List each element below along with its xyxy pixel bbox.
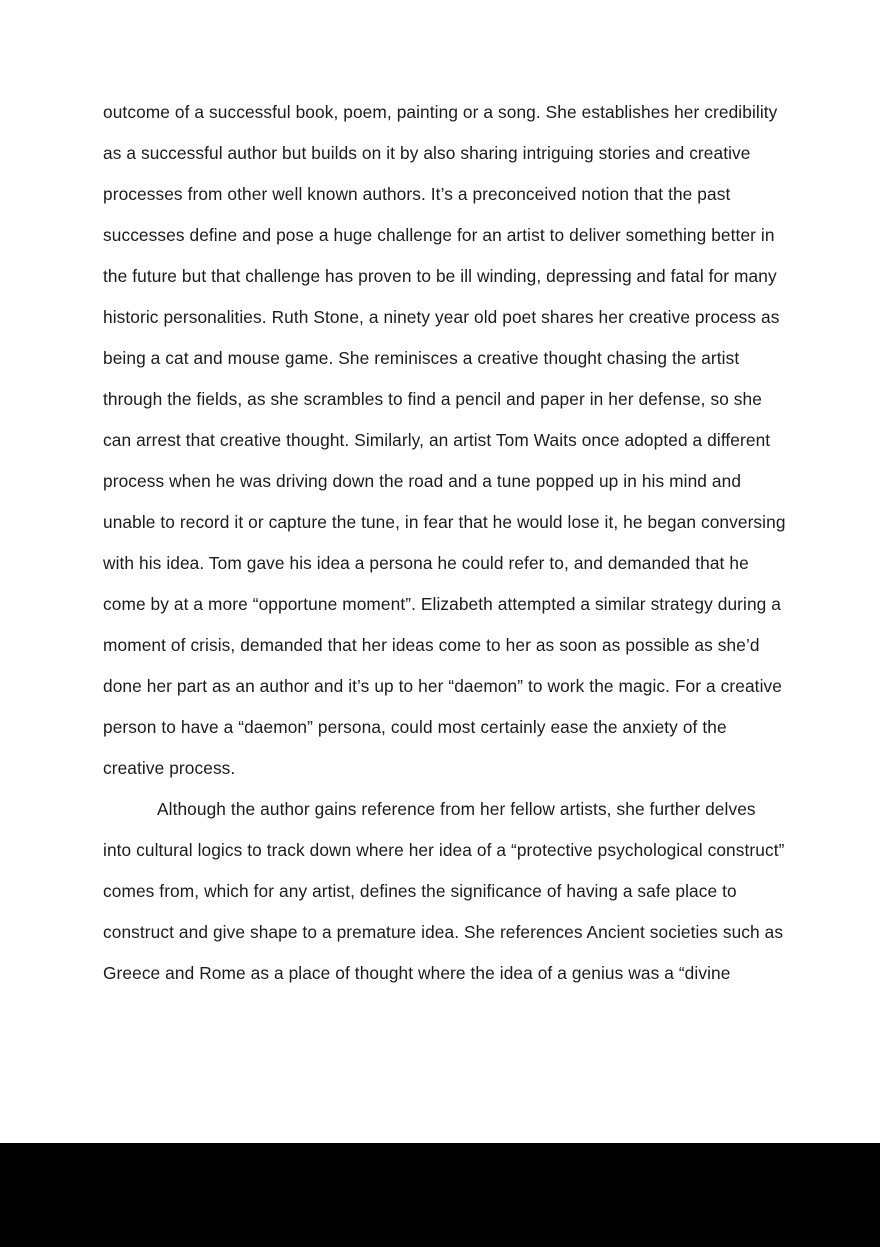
text-line: Greece and Rome as a place of thought where the idea of a genius was a “divine (103, 963, 731, 983)
text-line: outcome of a successful book, poem, painting or a song. She establishes her credibility (103, 102, 778, 122)
text-line: construct and give shape to a premature idea. She references Ancient societies such as (103, 922, 784, 942)
text-line: person to have a “daemon” persona, could most certainly ease the anxiety of the (103, 717, 727, 737)
text-line: moment of crisis, demanded that her ideas come to her as soon as possible as she’d (103, 635, 760, 655)
text-line: historic personalities. Ruth Stone, a ninety year old poet shares her creative process as (103, 307, 780, 327)
text-line: successes define and pose a huge challenge for an artist to deliver something better in (103, 225, 775, 245)
text-line: process when he was driving down the road and a tune popped up in his mind and (103, 471, 742, 491)
text-line: processes from other well known authors. It’s a preconceived notion that the past (103, 184, 731, 204)
text-line: as a successful author but builds on it by also sharing intriguing stories and creative (103, 143, 751, 163)
text-line: come by at a more “opportune moment”. Elizabeth attempted a similar strategy during a (103, 594, 781, 614)
text-line: through the fields, as she scrambles to find a pencil and paper in her defense, so she (103, 389, 762, 409)
text-line: can arrest that creative thought. Similarly, an artist Tom Waits once adopted a different (103, 430, 771, 450)
footer-bar (0, 1143, 880, 1247)
text-line: being a cat and mouse game. She reminisces a creative thought chasing the artist (103, 348, 740, 368)
text-line: the future but that challenge has proven to be ill winding, depressing and fatal for many (103, 266, 777, 286)
essay-text (103, 92, 803, 994)
text-line: done her part as an author and it’s up to her “daemon” to work the magic. For a creative (103, 676, 782, 696)
text-line: with his idea. Tom gave his idea a persona he could refer to, and demanded that he (103, 553, 749, 573)
text-line: comes from, which for any artist, defines the significance of having a safe place to (103, 881, 737, 901)
text-line: unable to record it or capture the tune, in fear that he would lose it, he began conversing (103, 512, 786, 532)
text-line: into cultural logics to track down where her idea of a “protective psychological construct” (103, 840, 785, 860)
text-line: Although the author gains reference from her fellow artists, she further delves (157, 799, 756, 819)
text-line: creative process. (103, 758, 236, 778)
